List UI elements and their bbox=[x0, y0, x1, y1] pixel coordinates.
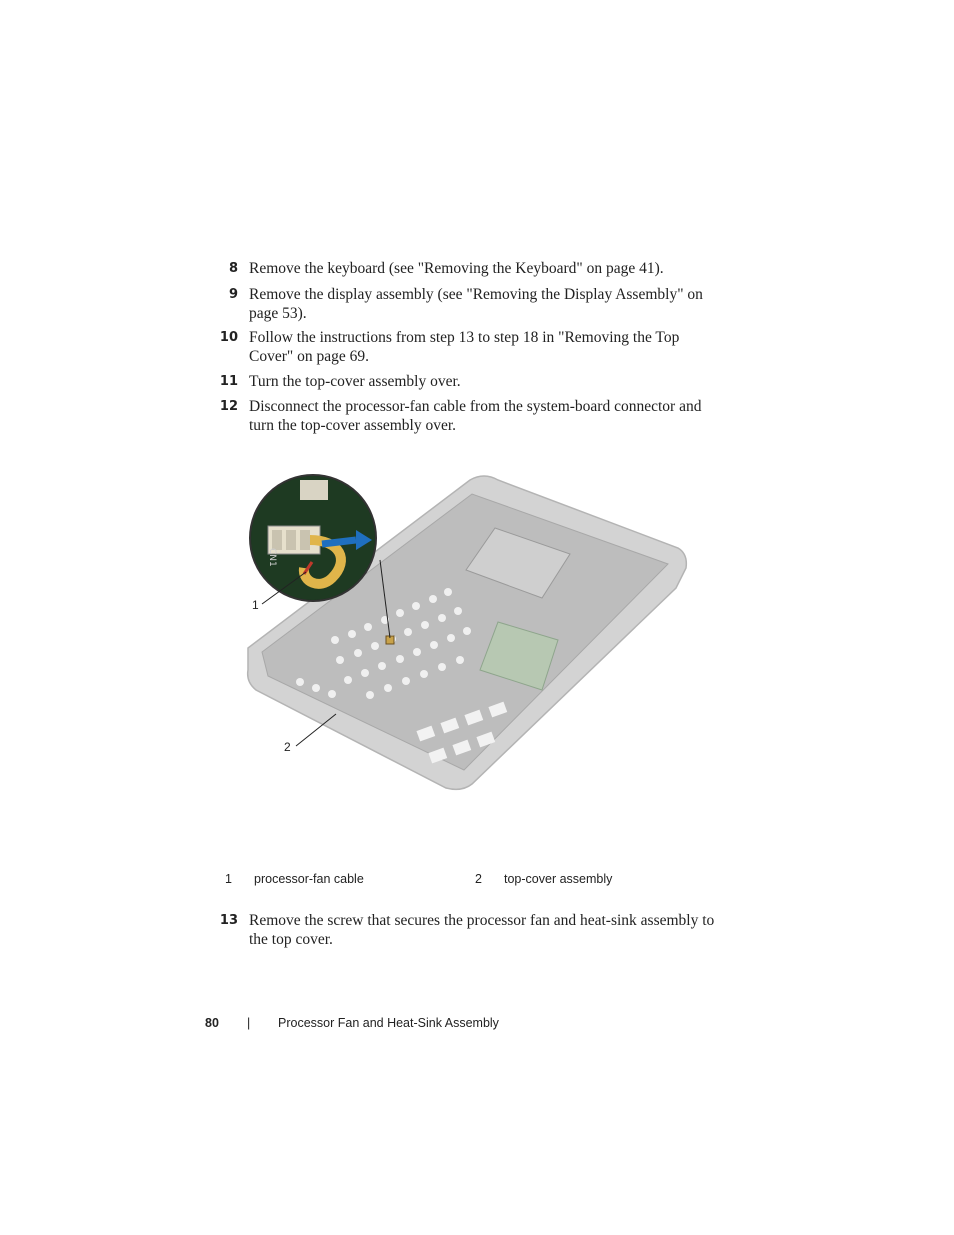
step-number: 10 bbox=[219, 330, 238, 345]
step-text: Remove the screw that secures the processor fan and heat-sink assembly to the top cover. bbox=[249, 912, 715, 948]
top-cover-illustration bbox=[240, 470, 700, 800]
step-number: 9 bbox=[228, 287, 238, 302]
step-text: Remove the keyboard (see "Removing the Keyboard" on page 41). bbox=[249, 260, 664, 277]
page-number: 80 bbox=[205, 1016, 219, 1030]
legend-num-2: 2 bbox=[475, 872, 482, 886]
footer-separator: | bbox=[247, 1016, 251, 1030]
step-text: Disconnect the processor-fan cable from the system-board connector and turn the top-cover assembly over. bbox=[249, 398, 702, 434]
callout-2: 2 bbox=[284, 740, 291, 754]
step-number: 11 bbox=[219, 374, 238, 389]
step-text: Turn the top-cover assembly over. bbox=[249, 373, 461, 390]
legend-num-1: 1 bbox=[225, 872, 232, 886]
connector-label: CN1 bbox=[267, 548, 277, 567]
top-cover-drawing bbox=[240, 470, 700, 800]
step-number: 8 bbox=[228, 261, 238, 276]
section-title: Processor Fan and Heat-Sink Assembly bbox=[278, 1016, 499, 1030]
step-text: Follow the instructions from step 13 to step 18 in "Removing the Top Cover" on page 69. bbox=[249, 329, 680, 365]
legend-label-1: processor-fan cable bbox=[254, 872, 364, 886]
callout-1: 1 bbox=[252, 598, 259, 612]
step-number: 13 bbox=[219, 913, 238, 928]
legend-label-2: top-cover assembly bbox=[504, 872, 613, 886]
step-text: Remove the display assembly (see "Removing the Display Assembly" on page 53). bbox=[249, 286, 703, 322]
step-number: 12 bbox=[219, 399, 238, 414]
